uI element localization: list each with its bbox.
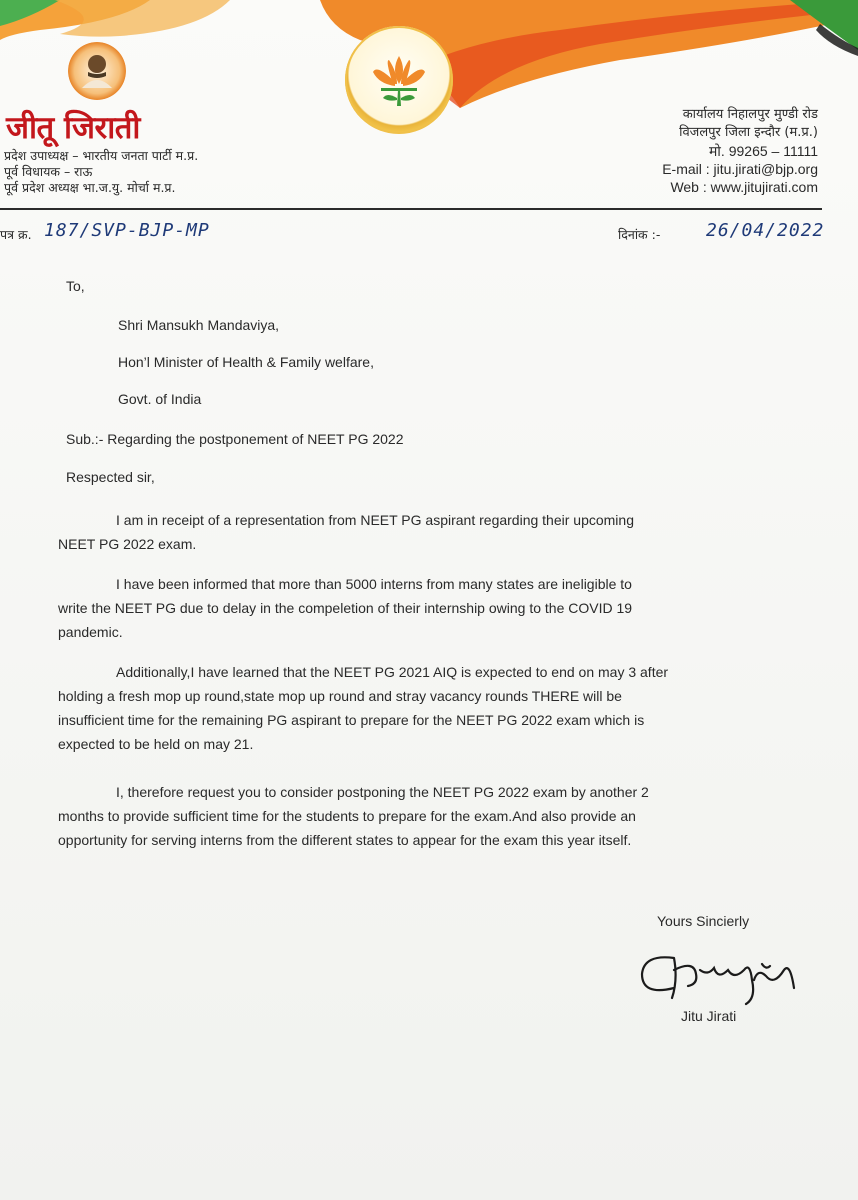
paragraph (58, 572, 778, 644)
subject-line: Sub.:- Regarding the postponement of NEET PG 2022 (66, 431, 404, 447)
closing: Yours Sincierly (657, 913, 750, 929)
reference-number: 187/SVP-BJP-MP (44, 220, 210, 241)
signatory-name: Jitu Jirati (681, 1008, 737, 1024)
paragraph-line: pandemic. (58, 624, 123, 640)
date-label: दिनांक :- (618, 227, 661, 242)
paragraph-line: holding a fresh mop up round,state mop up round and stray vacancy rounds THERE will be (58, 688, 622, 704)
letterhead-name: जीतू जिराती (6, 110, 140, 146)
date-value: 26/04/2022 (706, 220, 825, 241)
phone-line: मो. 99265 – 11111 (708, 143, 818, 159)
paragraph-line: I, therefore request you to consider postponing the NEET PG 2022 exam by another 2 (116, 784, 649, 800)
paragraph-line: write the NEET PG due to delay in the compeletion of their internship owing to the COVID 19 (58, 600, 633, 616)
office-address-line: विजलपुर जिला इन्दौर (म.प्र.) (679, 125, 818, 140)
paragraph (58, 660, 778, 756)
paragraph-line: NEET PG 2022 exam. (58, 536, 197, 552)
paragraph-line: I have been informed that more than 5000 interns from many states are ineligible to (116, 576, 632, 592)
portrait-badge-icon (68, 42, 126, 100)
reference-row (0, 218, 858, 248)
recipient-title: Hon’l Minister of Health & Family welfare, (118, 354, 374, 370)
paragraph-line: I am in receipt of a representation from NEET PG aspirant regarding their upcoming (116, 512, 634, 528)
salutation-to: To, (66, 278, 85, 294)
paragraph (58, 508, 778, 556)
reference-label: पत्र क्र. (0, 227, 32, 242)
designation-line: पूर्व प्रदेश अध्यक्ष भा.ज.यु. मोर्चा म.प्र. (4, 180, 176, 195)
web-line: Web : www.jitujirati.com (670, 179, 818, 195)
designation-line: पूर्व विधायक – राऊ (4, 164, 93, 179)
lotus-logo-icon (345, 26, 453, 134)
designation-line: प्रदेश उपाध्यक्ष – भारतीय जनता पार्टी म.प्र. (4, 148, 199, 163)
recipient-name: Shri Mansukh Mandaviya, (118, 317, 280, 333)
paragraph (58, 780, 778, 852)
header-divider (0, 208, 822, 210)
office-address-line: कार्यालय निहालपुर मुण्डी रोड (682, 107, 818, 122)
paragraph-line: months to provide sufficient time for the students to prepare for the exam.And also provide an (58, 808, 636, 824)
paragraph-line: opportunity for serving interns from the different states to appear for the exam this year itself. (58, 832, 632, 848)
greeting: Respected sir, (66, 469, 155, 485)
letterhead-designations (4, 148, 198, 196)
paragraph-line: Additionally,I have learned that the NEET PG 2021 AIQ is expected to end on may 3 after (116, 664, 669, 680)
signature-icon (634, 940, 804, 1010)
paragraph-line: insufficient time for the remaining PG aspirant to prepare for the NEET PG 2022 exam which is (58, 712, 645, 728)
email-line: E-mail : jitu.jirati@bjp.org (662, 161, 818, 177)
recipient-org: Govt. of India (118, 391, 202, 407)
paragraph-line: expected to be held on may 21. (58, 736, 254, 752)
letterhead-contact (662, 106, 818, 196)
